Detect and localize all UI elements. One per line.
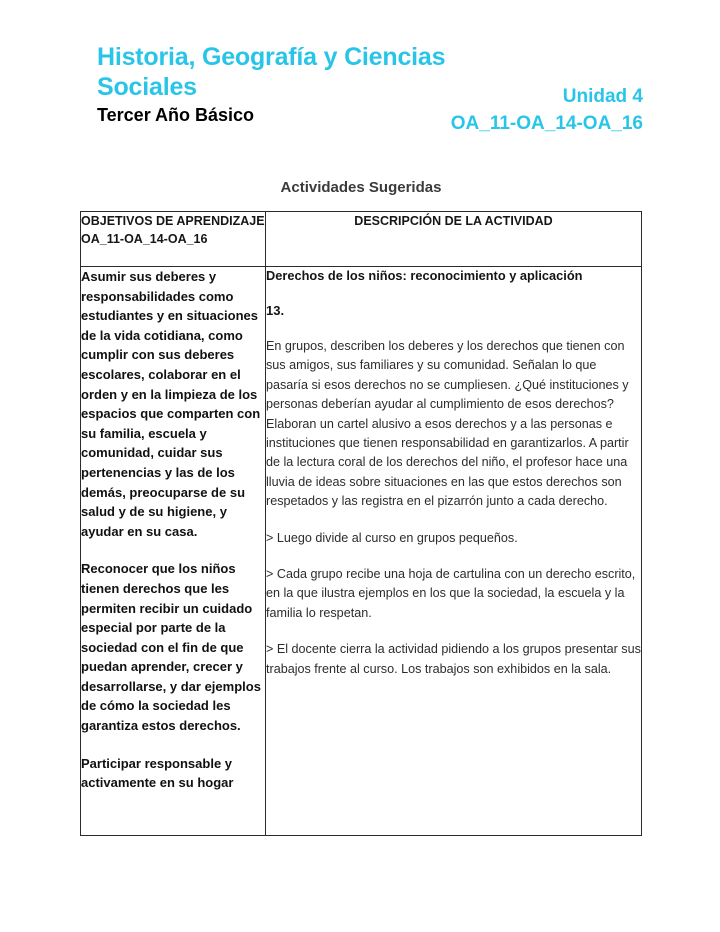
objective-paragraph: Participar responsable y activamente en su hogar bbox=[81, 755, 234, 791]
table-header-row bbox=[81, 212, 642, 267]
grade-level-label: Tercer Año Básico bbox=[97, 105, 255, 125]
description-content bbox=[266, 267, 641, 679]
activity-number: 13. bbox=[266, 303, 285, 318]
section-title: Actividades Sugeridas bbox=[280, 179, 442, 196]
table-row bbox=[81, 267, 642, 836]
page-title: Historia, Geografía y Ciencias Sociales bbox=[97, 43, 446, 101]
header-grid bbox=[97, 42, 643, 134]
activity-paragraph: > Luego divide al curso en grupos pequeños. bbox=[266, 530, 518, 545]
objectives-content bbox=[81, 267, 265, 793]
oa-codes-label: OA_11-OA_14-OA_16 bbox=[450, 113, 643, 134]
column-header-objectives: OBJETIVOS DE APRENDIZAJE OA_11-OA_14-OA_16 bbox=[81, 212, 266, 267]
unit-label: Unidad 4 bbox=[562, 86, 643, 107]
activity-heading: Derechos de los niños: reconocimiento y aplicación bbox=[266, 268, 583, 283]
objective-paragraph: Reconocer que los niños tienen derechos que les permiten recibir un cuidado especial por parte de la sociedad con el fin de que puedan aprender, crecer y desarrollarse, y dar ejemplos de cómo la sociedad les garantiza estos derechos. bbox=[81, 561, 261, 734]
activity-paragraph: > El docente cierra la actividad pidiendo a los grupos presentar sus trabajos frente al curso. Los trabajos son exhibidos en la sala. bbox=[266, 642, 641, 676]
activities-table bbox=[80, 211, 642, 836]
unit-info-block bbox=[383, 85, 643, 137]
column-header-description: DESCRIPCIÓN DE LA ACTIVIDAD bbox=[266, 212, 642, 267]
activity-paragraph: > Cada grupo recibe una hoja de cartulina con un derecho escrito, en la que ilustra ejemplos en los que la sociedad, la escuela y la familia lo respetan. bbox=[266, 567, 636, 620]
objective-paragraph: Asumir sus deberes y responsabilidades como estudiantes y en situaciones de la vida cotidiana, como cumplir con sus deberes escolares, colaborar en el orden y en la limpieza de los espacios que comparten con su familia, escuela y comunidad, cuidar sus pertenencias y las de los demás, preocuparse de su salud y de su higiene, y ayudar en su casa. bbox=[81, 269, 261, 539]
document-header bbox=[97, 42, 643, 134]
activity-paragraph: En grupos, describen los deberes y los derechos que tienen con sus amigos, sus familiares y su comunidad. Señalan lo que pasaría si esos derechos no se cumpliesen. ¿Qué instituciones y personas deberían ayudar al cumplimiento de esos derechos? Elaboran un cartel alusivo a esos derechos y a las personas e instituciones que tienen responsabilidad en garantizarlos. A partir de la lectura coral de los derechos del niño, el profesor hace una lluvia de ideas sobre situaciones en las que estos derechos son respetados y las registra en el pizarrón junto a cada derecho. bbox=[266, 339, 629, 509]
cell-description bbox=[266, 267, 642, 836]
cell-objectives bbox=[81, 267, 266, 836]
